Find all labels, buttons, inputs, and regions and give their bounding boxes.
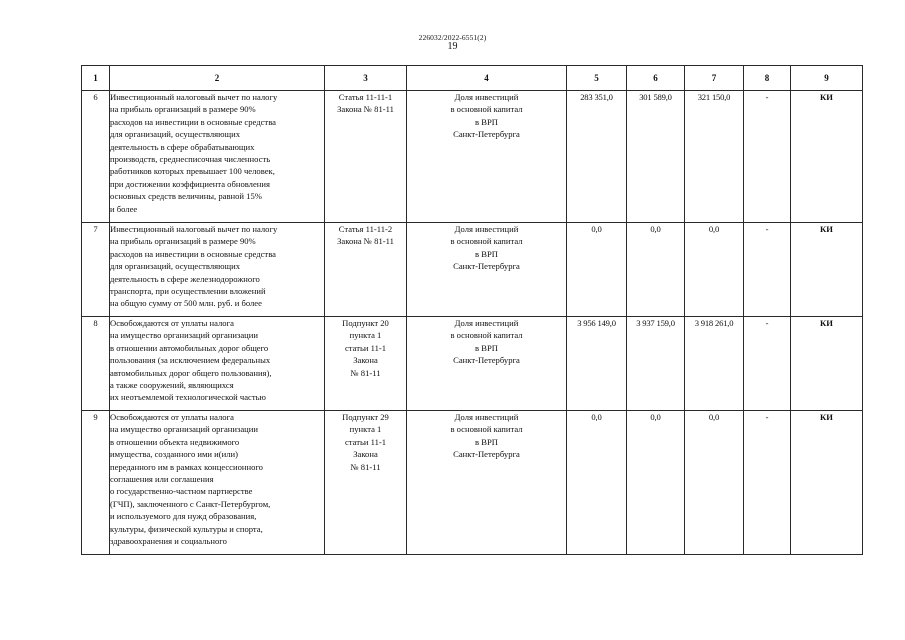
value-col-5: 283 351,0 xyxy=(567,91,627,223)
value-col-7: 3 918 261,0 xyxy=(685,317,744,411)
table-row xyxy=(82,317,863,411)
value-col-5: 3 956 149,0 xyxy=(567,317,627,411)
row-number: 9 xyxy=(82,411,110,555)
column-header-4: 4 xyxy=(407,66,567,91)
legal-basis-text: Подпункт 29 пункта 1 статьи 11-1 Закона № 81-11 xyxy=(342,412,389,472)
value-col-5: 0,0 xyxy=(567,223,627,317)
legal-basis xyxy=(325,91,407,223)
benefit-description-text: Инвестиционный налоговый вычет по налогу на прибыль организаций в размере 90% расходов на инвестиции в основные средства для организаций, осуществляющих деятельность в сфере железнодорожного транспорта, при осуществлении вложений на общую сумму от 500 млн. руб. и более xyxy=(110,224,278,309)
value-col-8: - xyxy=(744,317,791,411)
tax-benefits-table xyxy=(81,65,863,555)
target-indicator xyxy=(407,223,567,317)
value-col-8: - xyxy=(744,91,791,223)
value-col-6: 0,0 xyxy=(627,411,685,555)
column-header-9: 9 xyxy=(791,66,863,91)
value-col-5: 0,0 xyxy=(567,411,627,555)
evaluation-code: КИ xyxy=(791,223,863,317)
value-col-6: 301 589,0 xyxy=(627,91,685,223)
benefit-description xyxy=(110,223,325,317)
column-header-2: 2 xyxy=(110,66,325,91)
column-header-6: 6 xyxy=(627,66,685,91)
evaluation-code: КИ xyxy=(791,91,863,223)
legal-basis xyxy=(325,317,407,411)
table-header-row xyxy=(82,66,863,91)
row-number: 7 xyxy=(82,223,110,317)
legal-basis-text: Статья 11-11-2 Закона № 81-11 xyxy=(337,224,394,247)
benefit-description xyxy=(110,91,325,223)
column-header-3: 3 xyxy=(325,66,407,91)
column-header-7: 7 xyxy=(685,66,744,91)
benefit-description-text: Освобождаются от уплаты налога на имущество организаций организации в отношении автомобильных дорог общего пользования (за исключением федеральных автомобильных дорог общего пользования), а также сооружений, являющихся их неотъемлемой технологической частью xyxy=(110,318,272,403)
legal-basis-text: Подпункт 20 пункта 1 статьи 11-1 Закона № 81-11 xyxy=(342,318,389,378)
legal-basis xyxy=(325,411,407,555)
target-indicator-text: Доля инвестиций в основной капитал в ВРП Санкт-Петербурга xyxy=(450,318,523,366)
column-header-5: 5 xyxy=(567,66,627,91)
column-header-8: 8 xyxy=(744,66,791,91)
benefit-description xyxy=(110,411,325,555)
document-reference-number: 226032/2022-6551(2) xyxy=(418,33,487,42)
legal-basis-text: Статья 11-11-1 Закона № 81-11 xyxy=(337,92,394,115)
value-col-7: 0,0 xyxy=(685,411,744,555)
evaluation-code: КИ xyxy=(791,411,863,555)
row-number: 6 xyxy=(82,91,110,223)
target-indicator xyxy=(407,91,567,223)
table-row xyxy=(82,411,863,555)
value-col-6: 0,0 xyxy=(627,223,685,317)
legal-basis xyxy=(325,223,407,317)
benefit-description xyxy=(110,317,325,411)
target-indicator-text: Доля инвестиций в основной капитал в ВРП Санкт-Петербурга xyxy=(450,92,523,140)
table-row xyxy=(82,223,863,317)
page-number: 19 xyxy=(447,41,458,52)
value-col-7: 321 150,0 xyxy=(685,91,744,223)
value-col-7: 0,0 xyxy=(685,223,744,317)
target-indicator-text: Доля инвестиций в основной капитал в ВРП Санкт-Петербурга xyxy=(450,224,523,272)
row-number: 8 xyxy=(82,317,110,411)
benefit-description-text: Освобождаются от уплаты налога на имущество организаций организации в отношении объекта недвижимого имущества, созданного ими и(или) переданного им в рамках концессионного соглашения или соглашения о государственно-частном партнерстве (ГЧП), заключенного с Санкт-Петербургом, и используемого для нужд образования, культуры, физической культуры и спорта, здравоохранения и социального xyxy=(110,412,271,547)
evaluation-code: КИ xyxy=(791,317,863,411)
benefit-description-text: Инвестиционный налоговый вычет по налогу на прибыль организаций в размере 90% расходов на инвестиции в основные средства для организаций, осуществляющих деятельность в сфере обрабатывающих производств, среднесписочная численность работников которых превышает 100 человек, при достижении коэффициента обновления основных средств величины, равной 15% и более xyxy=(110,92,278,214)
column-header-1: 1 xyxy=(82,66,110,91)
target-indicator xyxy=(407,317,567,411)
table-row xyxy=(82,91,863,223)
value-col-6: 3 937 159,0 xyxy=(627,317,685,411)
target-indicator-text: Доля инвестиций в основной капитал в ВРП Санкт-Петербурга xyxy=(450,412,523,460)
value-col-8: - xyxy=(744,411,791,555)
value-col-8: - xyxy=(744,223,791,317)
target-indicator xyxy=(407,411,567,555)
